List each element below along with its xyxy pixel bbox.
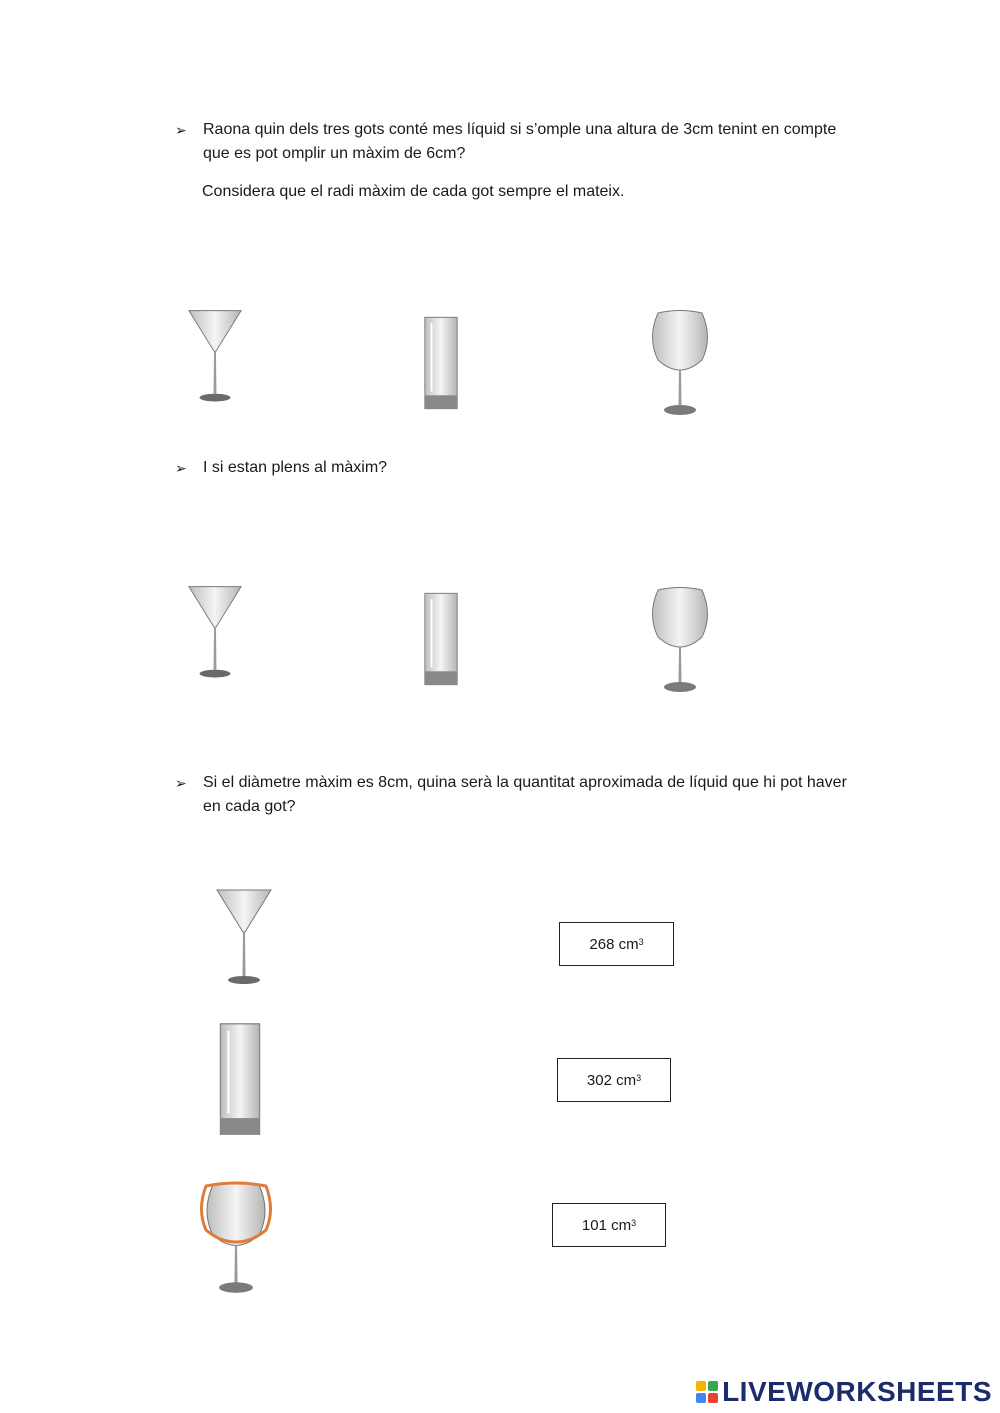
balloon-glass-icon bbox=[648, 308, 712, 418]
answer-value: 101 cm bbox=[581, 1216, 632, 1234]
question-1-text: Raona quin dels tres gots conté mes líquid si s’omple una altura de 3cm tenint en compte que es pot omplir un màxim de 6cm? bbox=[203, 121, 837, 162]
answer-box-2[interactable] bbox=[557, 1058, 671, 1102]
question-3-text: Si el diàmetre màxim es 8cm, quina serà la quantitat aproximada de líquid que hi pot haver en cada got? bbox=[203, 774, 847, 815]
logo-text: LIVEWORKSHEETS bbox=[722, 1376, 992, 1407]
liveworksheets-logo bbox=[696, 1375, 992, 1409]
answer-exponent: 3 bbox=[631, 1218, 637, 1228]
question-2 bbox=[175, 456, 855, 480]
question-1 bbox=[175, 118, 855, 166]
balloon-glass-icon bbox=[200, 1180, 272, 1296]
answer-value: 302 cm bbox=[586, 1071, 637, 1089]
highball-glass-icon bbox=[217, 1017, 263, 1141]
martini-glass-icon bbox=[186, 584, 244, 682]
answer-box-3[interactable] bbox=[552, 1203, 666, 1247]
note-text: Considera que el radi màxim de cada got sempre el mateix. bbox=[202, 183, 625, 200]
martini-glass-icon bbox=[214, 888, 274, 988]
highball-glass-icon bbox=[422, 589, 460, 689]
answer-exponent: 3 bbox=[638, 937, 644, 947]
question-3 bbox=[175, 771, 855, 819]
balloon-glass-icon bbox=[648, 585, 712, 695]
answer-value: 268 cm bbox=[589, 935, 639, 953]
arrow-bullet-icon: ➢ bbox=[175, 775, 187, 791]
answer-exponent: 3 bbox=[636, 1073, 642, 1083]
arrow-bullet-icon: ➢ bbox=[175, 122, 187, 138]
highball-glass-icon bbox=[422, 313, 460, 413]
answer-box-1[interactable] bbox=[559, 922, 674, 966]
question-2-text: I si estan plens al màxim? bbox=[203, 459, 388, 476]
logo-blocks-icon bbox=[696, 1381, 718, 1403]
martini-glass-icon bbox=[186, 308, 244, 406]
arrow-bullet-icon: ➢ bbox=[175, 460, 187, 476]
